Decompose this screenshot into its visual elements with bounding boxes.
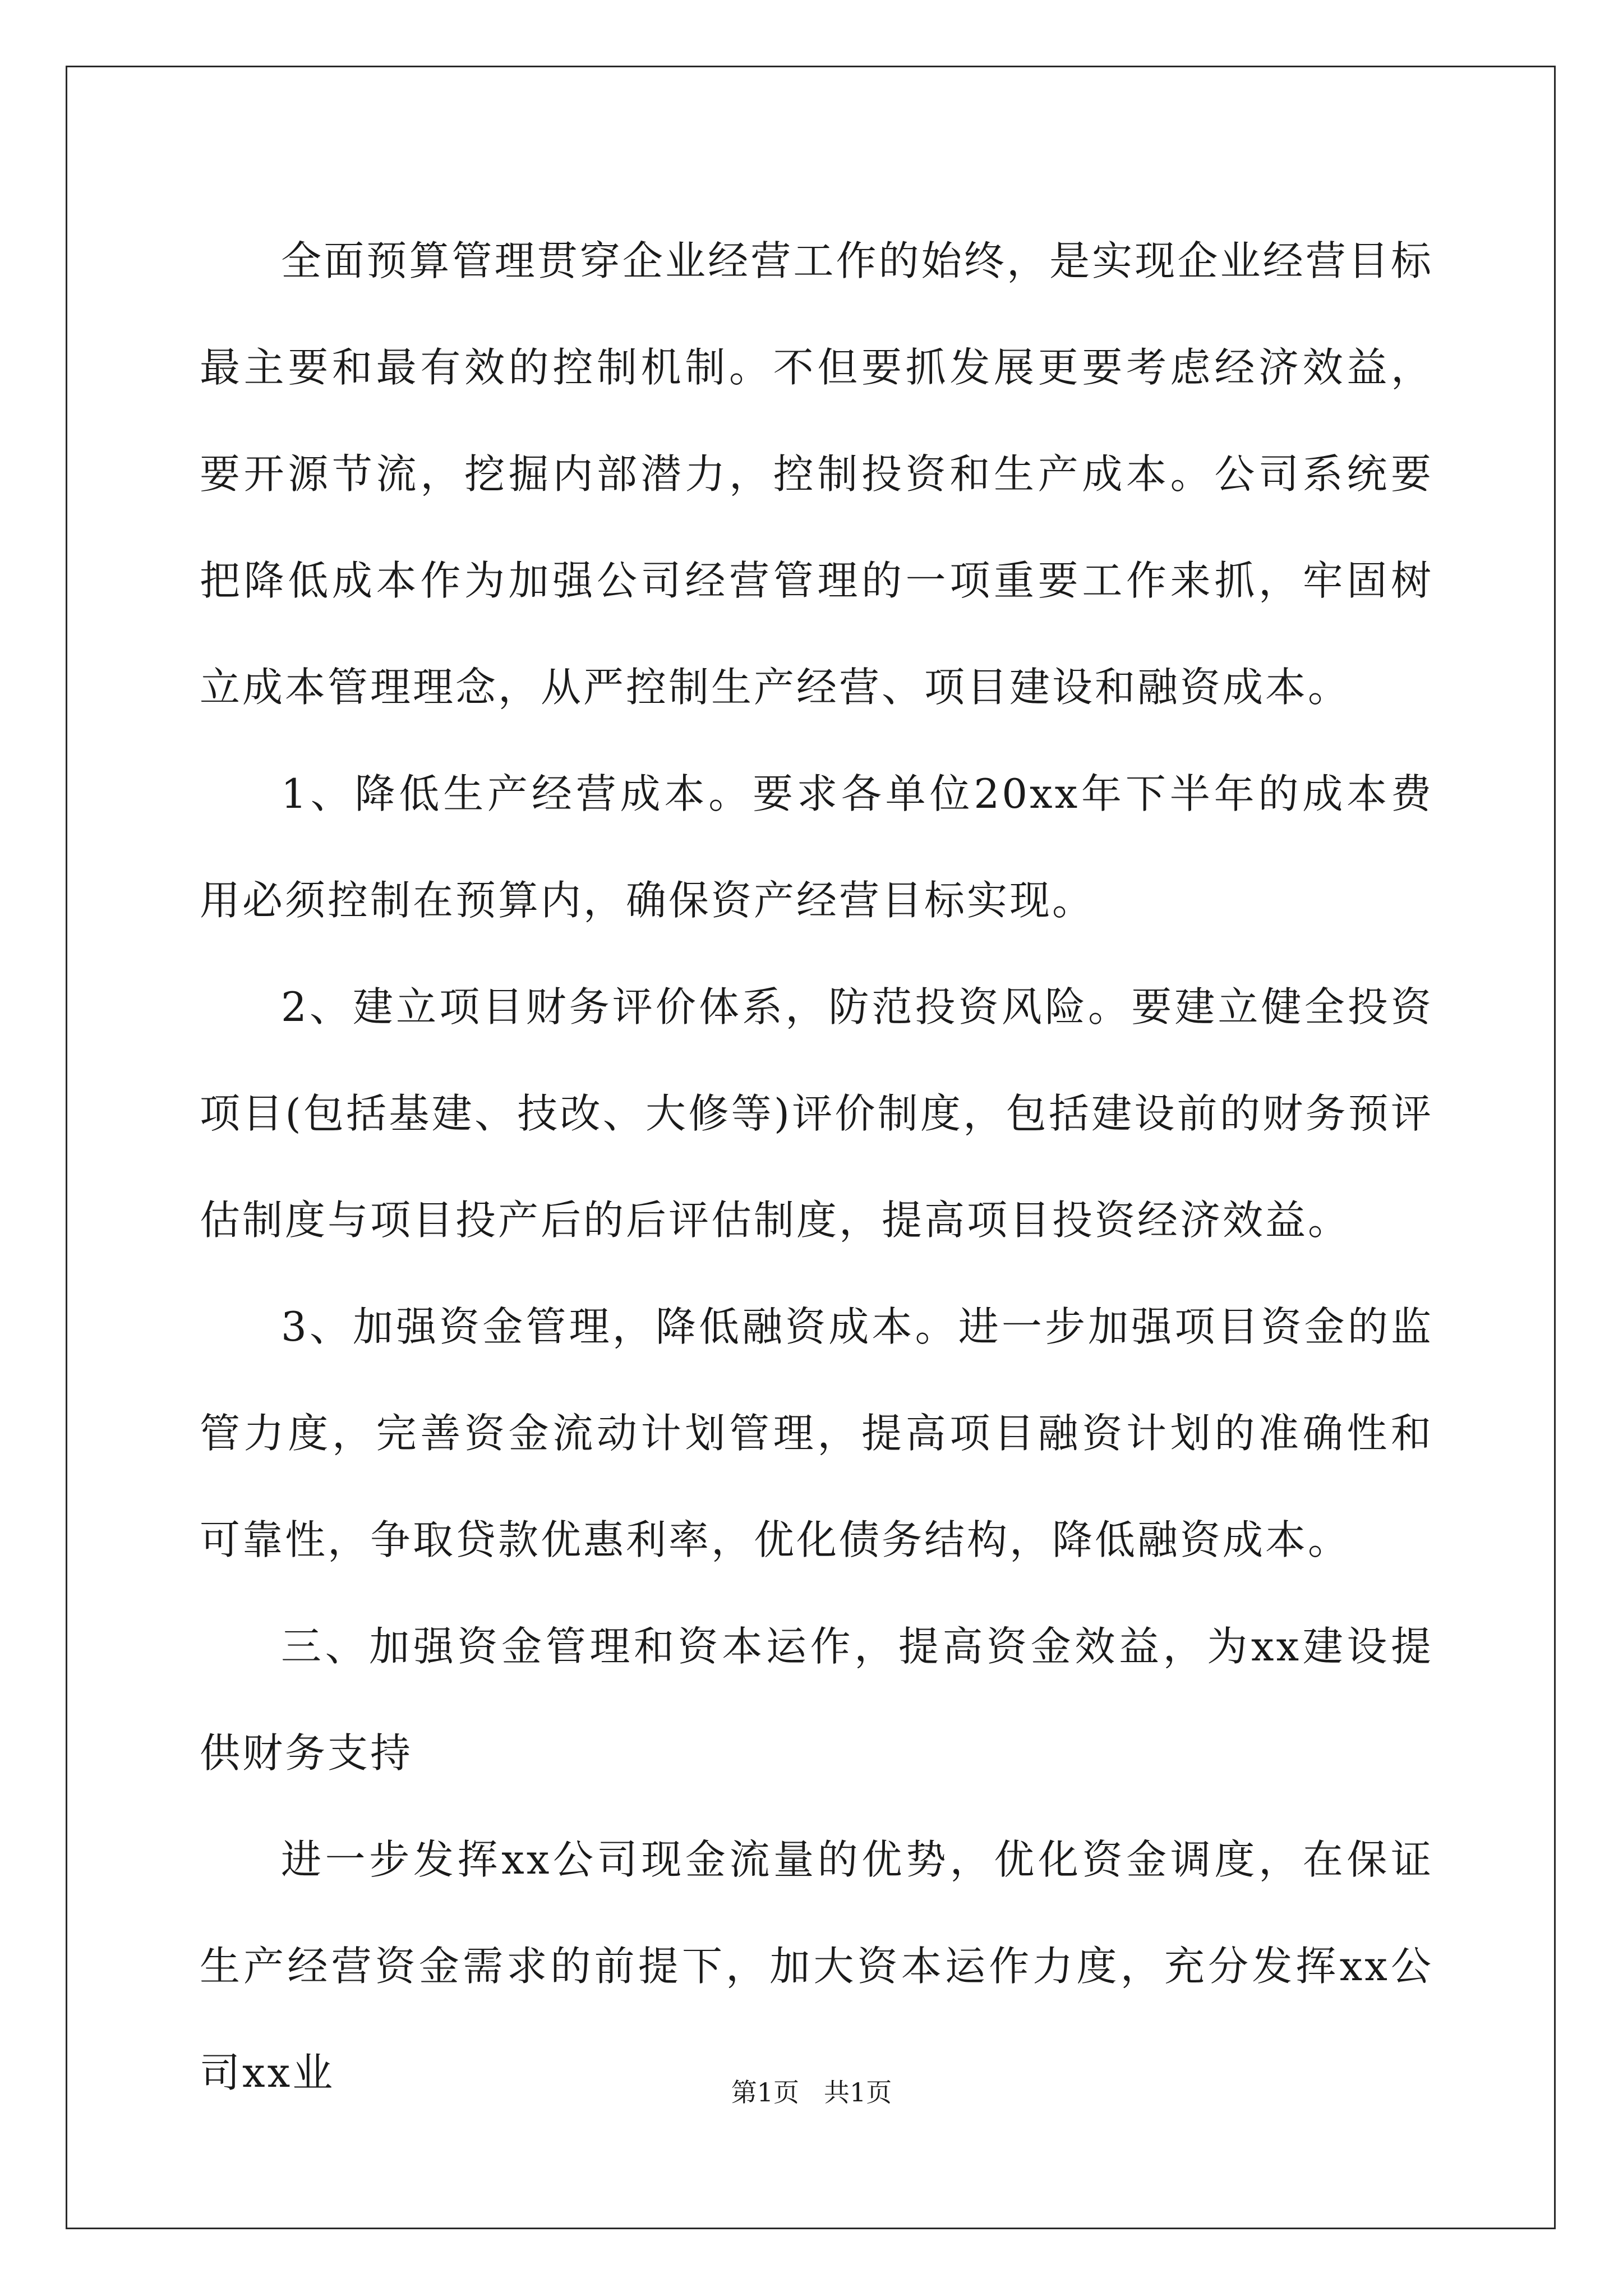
page-total: 共1页 — [823, 2077, 892, 2108]
paragraph-intro: 全面预算管理贯穿企业经营工作的始终，是实现企业经营目标最主要和最有效的控制机制。不但要抓发展更要考虑经济效益，要开源节流，挖掘内部潜力，控制投资和生产成本。公司系统要把降低成本作为加强公司经营管理的一项重要工作来抓，牢固树立成本管理理念，从严控制生产经营、项目建设和融资成本。 — [200, 237, 1433, 711]
document-body — [200, 208, 1433, 2126]
paragraph-item-2: 2、建立项目财务评价体系，防范投资风险。要建立健全投资项目(包括基建、技改、大修等)评价制度，包括建设前的财务预评估制度与项目投产后的后评估制度，提高项目投资经济效益。 — [200, 983, 1433, 1244]
footer-gap — [799, 2077, 824, 2108]
page-footer — [0, 2072, 1623, 2109]
page-number: 第1页 — [731, 2077, 800, 2108]
paragraph-section-3-body: 进一步发挥xx公司现金流量的优势，优化资金调度，在保证生产经营资金需求的前提下，加大资本运作力度，充分发挥xx公司xx业 — [200, 1836, 1433, 2096]
paragraph-item-3: 3、加强资金管理，降低融资成本。进一步加强项目资金的监管力度，完善资金流动计划管理，提高项目融资计划的准确性和可靠性，争取贷款优惠利率，优化债务结构，降低融资成本。 — [200, 1303, 1433, 1563]
paragraph-item-1: 1、降低生产经营成本。要求各单位20xx年下半年的成本费用必须控制在预算内，确保资产经营目标实现。 — [200, 770, 1433, 924]
section-heading-3: 三、加强资金管理和资本运作，提高资金效益，为xx建设提供财务支持 — [200, 1623, 1433, 1777]
